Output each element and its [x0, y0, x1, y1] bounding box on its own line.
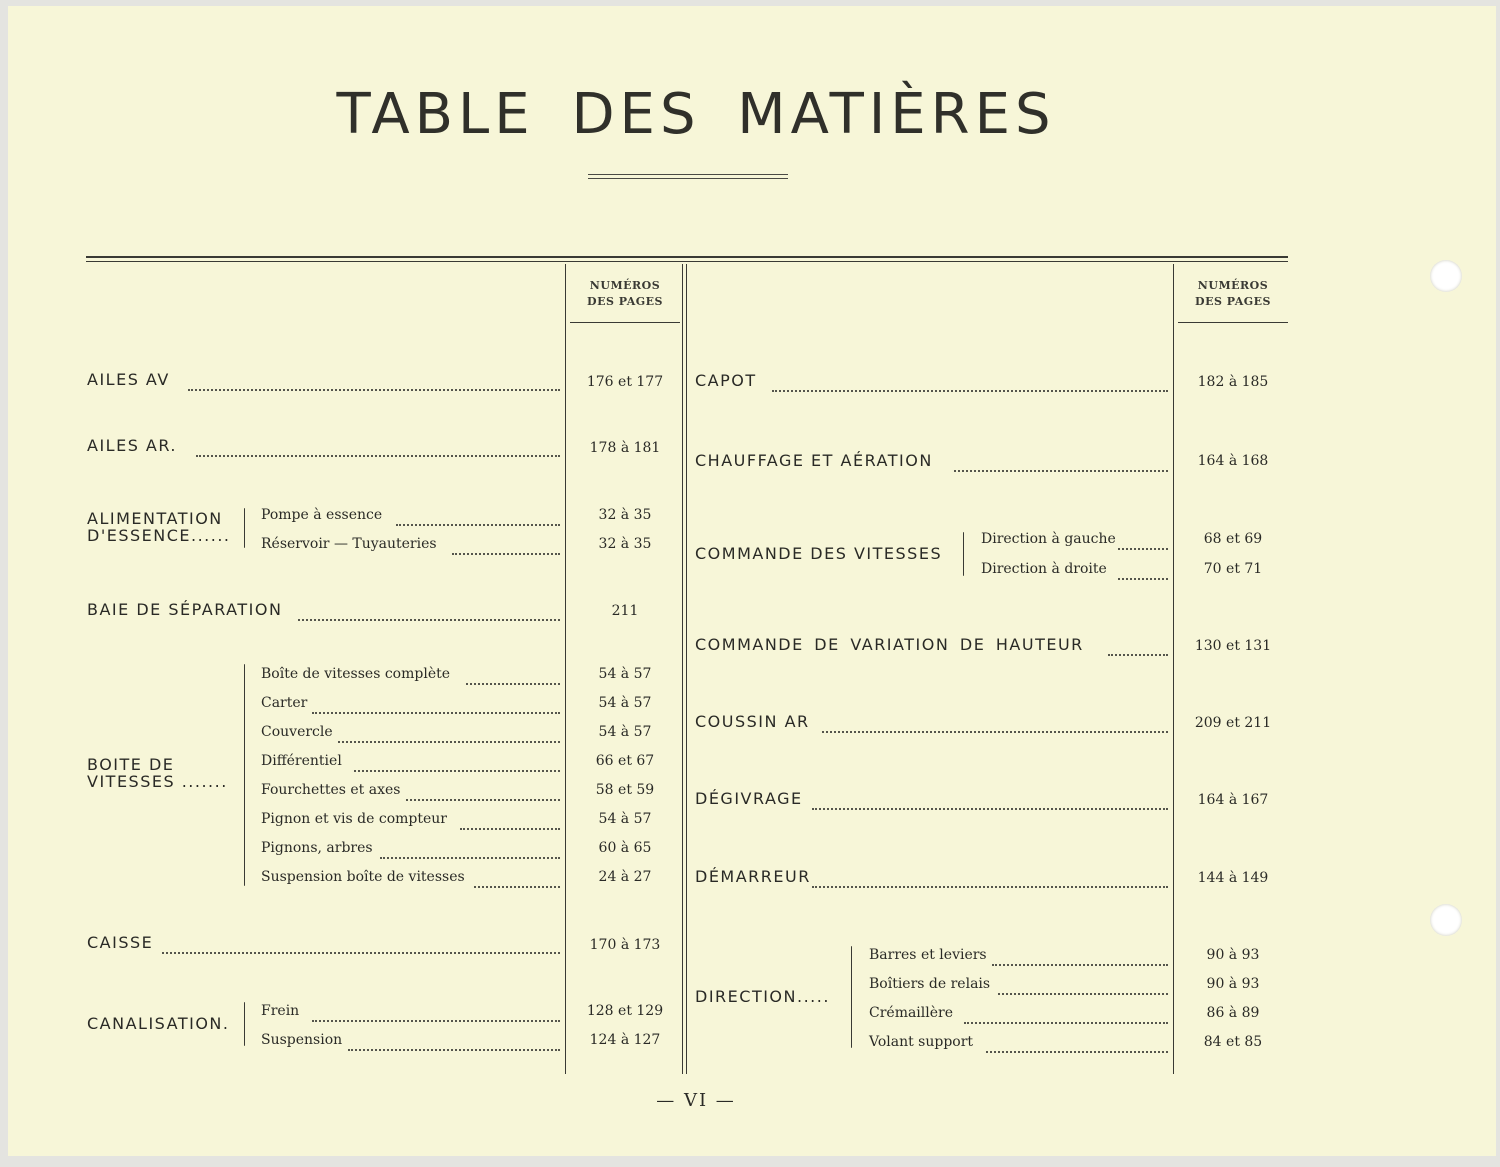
leader-dots	[354, 752, 560, 772]
page-number-footer: — VI —	[656, 1090, 736, 1111]
entry-label: COMMANDE DES VITESSES	[695, 544, 943, 563]
leader-dots	[772, 372, 1168, 392]
sub-entry-label: Pignon et vis de compteur	[261, 811, 447, 827]
sub-entry-label: Pompe à essence	[261, 507, 383, 523]
entry-label: CAPOT	[695, 371, 757, 390]
entry-label-continued: VITESSES .......	[87, 772, 228, 791]
sub-entry-label: Crémaillère	[869, 1005, 954, 1021]
leader-dots	[406, 781, 560, 801]
page-numbers: 90 à 93	[1206, 976, 1260, 992]
page-numbers: 66 et 67	[595, 753, 655, 769]
leader-dots	[460, 810, 560, 830]
entry-label: BOITE DE	[87, 755, 175, 774]
sub-entry-label: Boîte de vitesses complète	[261, 666, 451, 682]
entry-label: DÉGIVRAGE	[695, 789, 803, 808]
sub-entry-label: Fourchettes et axes	[261, 782, 401, 798]
right-header-rule	[1178, 322, 1288, 323]
page-numbers: 60 à 65	[598, 840, 652, 856]
leader-dots	[474, 868, 560, 888]
entry-label: AILES AR.	[87, 436, 178, 455]
sub-entry-label: Différentiel	[261, 753, 342, 769]
sub-entry-label: Barres et leviers	[869, 947, 987, 963]
page-numbers: 54 à 57	[598, 666, 652, 682]
leader-dots	[812, 790, 1168, 810]
page-numbers: 54 à 57	[598, 724, 652, 740]
title-underline	[588, 174, 788, 179]
leader-dots	[822, 713, 1168, 733]
page-numbers: 90 à 93	[1206, 947, 1260, 963]
leader-dots	[1118, 530, 1168, 550]
leader-dots	[964, 1004, 1168, 1024]
leader-dots	[196, 437, 560, 457]
page-numbers: 84 et 85	[1203, 1034, 1263, 1050]
leader-dots	[396, 506, 560, 526]
sub-entry-label: Suspension	[261, 1032, 343, 1048]
leader-dots	[992, 946, 1168, 966]
page-numbers: 209 et 211	[1194, 715, 1272, 731]
brace	[244, 664, 245, 886]
document-page	[8, 6, 1496, 1156]
page-numbers: 182 à 185	[1197, 374, 1269, 390]
page-numbers: 128 et 129	[586, 1003, 664, 1019]
leader-dots	[452, 535, 560, 555]
center-rule-a	[682, 264, 683, 1074]
page-numbers: 32 à 35	[598, 536, 652, 552]
leader-dots	[348, 1031, 560, 1051]
sub-entry-label: Suspension boîte de vitesses	[261, 869, 465, 885]
brace	[963, 532, 964, 576]
leader-dots	[986, 1033, 1168, 1053]
page-numbers: 144 à 149	[1197, 870, 1269, 886]
brace	[244, 508, 245, 548]
entry-label: AILES AV	[87, 370, 170, 389]
leader-dots	[162, 934, 560, 954]
entry-label: DIRECTION.....	[695, 987, 830, 1006]
table-top-rule	[86, 256, 1288, 262]
entry-label: DÉMARREUR	[695, 867, 811, 886]
left-page-column-rule	[565, 264, 566, 1074]
page-numbers: 164 à 167	[1197, 792, 1269, 808]
sub-entry-label: Carter	[261, 695, 308, 711]
center-rule-b	[686, 264, 687, 1074]
entry-label: CANALISATION.	[87, 1014, 230, 1033]
leader-dots	[466, 665, 560, 685]
leader-dots	[954, 452, 1168, 472]
page-numbers: 170 à 173	[589, 937, 661, 953]
entry-label: COUSSIN AR	[695, 712, 810, 731]
leader-dots	[312, 1002, 560, 1022]
page-numbers: 130 et 131	[1194, 638, 1272, 654]
entry-label-continued: D'ESSENCE......	[87, 526, 231, 545]
page-title: TABLE DES MATIÈRES	[336, 82, 1056, 147]
leader-dots	[1118, 560, 1168, 580]
page-numbers: 86 à 89	[1206, 1005, 1260, 1021]
entry-label: COMMANDE DE VARIATION DE HAUTEUR	[695, 635, 1084, 654]
leader-dots	[298, 601, 560, 621]
sub-entry-label: Boîtiers de relais	[869, 976, 991, 992]
entry-label: ALIMENTATION	[87, 509, 223, 528]
sub-entry-label: Réservoir — Tuyauteries	[261, 536, 437, 552]
leader-dots	[812, 868, 1168, 888]
leader-dots	[188, 371, 560, 391]
left-header-rule	[570, 322, 680, 323]
right-page-column-rule	[1173, 264, 1174, 1074]
sub-entry-label: Volant support	[869, 1034, 974, 1050]
page-numbers: 32 à 35	[598, 507, 652, 523]
page-numbers: 54 à 57	[598, 695, 652, 711]
page-numbers: 58 et 59	[595, 782, 655, 798]
right-pages-header: NUMÉROS DES PAGES	[1195, 279, 1271, 308]
sub-entry-label: Direction à gauche	[981, 531, 1116, 547]
entry-label: CAISSE	[87, 933, 154, 952]
sub-entry-label: Pignons, arbres	[261, 840, 373, 856]
sub-entry-label: Couvercle	[261, 724, 333, 740]
entry-label: CHAUFFAGE ET AÉRATION	[695, 451, 933, 470]
page-numbers: 24 à 27	[598, 869, 652, 885]
page-numbers: 178 à 181	[589, 440, 661, 456]
leader-dots	[1108, 636, 1168, 656]
page-numbers: 70 et 71	[1203, 561, 1263, 577]
leader-dots	[998, 975, 1168, 995]
leader-dots	[338, 723, 560, 743]
punch-hole-bottom	[1430, 904, 1462, 936]
page-numbers: 124 à 127	[589, 1032, 661, 1048]
page-numbers: 54 à 57	[598, 811, 652, 827]
brace	[244, 1002, 245, 1046]
leader-dots	[380, 839, 560, 859]
punch-hole-top	[1430, 260, 1462, 292]
page-numbers: 164 à 168	[1197, 453, 1269, 469]
page-numbers: 68 et 69	[1203, 531, 1263, 547]
sub-entry-label: Frein	[261, 1003, 300, 1019]
leader-dots	[312, 694, 560, 714]
brace	[851, 946, 852, 1048]
left-pages-header: NUMÉROS DES PAGES	[587, 279, 663, 308]
entry-label: BAIE DE SÉPARATION	[87, 600, 283, 619]
page-numbers: 176 et 177	[586, 374, 664, 390]
page-numbers: 211	[611, 603, 639, 619]
sub-entry-label: Direction à droite	[981, 561, 1107, 577]
